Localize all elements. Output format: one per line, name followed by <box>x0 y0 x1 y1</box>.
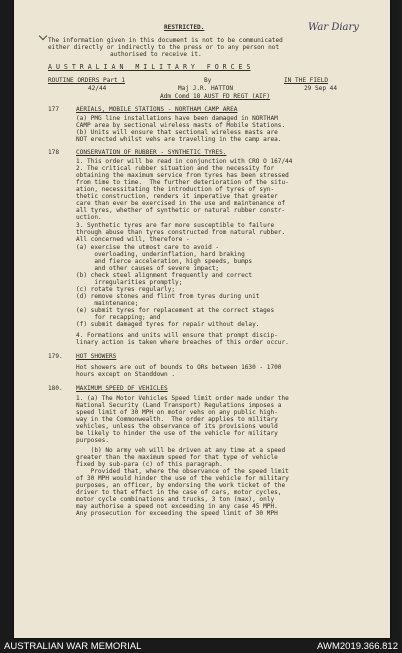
section-number: 178 <box>48 149 60 156</box>
section-line: irregularities promptly; <box>76 279 183 286</box>
section-line: be likely to hinder the use of the vehicle for military <box>76 430 278 437</box>
section-line: (b) Units will ensure that sectional wireless masts are <box>76 129 278 136</box>
section-line: 4. Formations and units will ensure that prompt discip- <box>76 332 278 339</box>
section-line: speed limit of 30 MPH on motor vehs on any public high- <box>76 409 278 416</box>
section-line: (a) exercise the utmost care to avoid - <box>76 244 220 251</box>
section-number: 177 <box>48 106 60 113</box>
order-document <box>14 0 390 638</box>
section-line: greater than the maximum speed for that type of vehicle <box>76 454 278 461</box>
section-line: hours except on Standdown . <box>76 371 176 378</box>
order-number: 42/44 <box>88 85 107 92</box>
section-line: 3. Synthetic tyres are far more susceptible to failure <box>76 222 275 229</box>
section-title: AERIALS, MOBILE STATIONS - NORTHAM CAMP AREA <box>76 106 238 113</box>
section-line: driver to that effect in the case of cars, motor cycles, <box>76 489 282 496</box>
document-page <box>14 0 390 638</box>
section-line: motor cycle combinations and trucks, 3 ton (max), only <box>76 496 275 503</box>
section-line: vehicles, unless the observance of its provisions would <box>76 423 278 430</box>
officer-name: Maj J.R. HATTON <box>178 85 234 92</box>
order-date: 29 Sep 44 <box>304 85 338 92</box>
by-label: By <box>204 77 212 84</box>
tick-mark-icon <box>39 32 47 40</box>
force-heading: A U S T R A L I A N M I L I T A R Y F O R C E S <box>48 63 251 71</box>
section-line: thetic construction, renders it imperative that greater <box>76 193 278 200</box>
section-line: maintenance; <box>76 300 139 307</box>
archive-footer <box>0 640 402 653</box>
section-number: 180. <box>48 385 63 392</box>
section-line: fixed by sub-para (c) of this paragraph. <box>76 461 223 468</box>
handwritten-annotation: War Diary <box>308 22 359 33</box>
section-line: purposes, an officer, by endorsing the work ticket of the <box>76 482 286 489</box>
section-line: (b) No army veh will be driven at any time at a speed <box>76 447 286 454</box>
section-line: 1. This order will be read in conjunction with CRO O 167/44 <box>76 158 293 165</box>
section-line: and other causes of severe impact; <box>76 265 220 272</box>
section-line: Any prosecution for exceeding the speed limit of 30 MPH <box>76 510 278 517</box>
section-line: through abuse than tyres constructed from natural rubber. <box>76 229 286 236</box>
section-line: NOT erected whilst vehs are travelling in the camp area. <box>76 136 282 143</box>
classification-heading: RESTRICTED. <box>164 24 205 31</box>
section-line: may authorise a speed not exceeding in any case 45 MPH. <box>76 503 278 510</box>
section-line: (c) rotate tyres regularly; <box>76 286 176 293</box>
section-line: (d) remove stones and flint from tyres during unit <box>76 293 260 300</box>
section-line: all tyres, whether of synthetic or natural rubber constr- <box>76 207 286 214</box>
section-line: (e) submit tyres for replacement at the correct stages <box>76 307 275 314</box>
notice-line-2: either directly or indirectly to the press or to any person not <box>48 44 280 51</box>
notice-line-1: The information given in this document is not to be communicated <box>48 37 283 44</box>
section-line: purposes. <box>76 437 110 444</box>
section-line: way in the Commonwealth. The order applies to military <box>76 416 278 423</box>
section-line: (f) submit damaged tyres for repair without delay. <box>76 321 260 328</box>
section-line: for recapping; and <box>76 314 161 321</box>
section-line: of 30 MPH would hinder the use of the vehicle for military <box>76 475 289 482</box>
section-line: CAMP area by sectional wireless masts of Mobile Stations. <box>76 122 286 129</box>
section-line: and fierce acceleration, high speeds, bumps <box>76 258 253 265</box>
notice-line-3: authorised to receive it. <box>110 51 202 58</box>
section-line: ation, necessitating the introduction of tyres of syn- <box>76 186 275 193</box>
section-line: (a) PMG line installations have been damaged in NORTHAM <box>76 115 278 122</box>
section-line: 1. (a) The Motor Vehicles Speed limit order made under the <box>76 395 289 402</box>
section-title: CONSERVATION OF RUBBER - SYNTHETIC TYRES. <box>76 149 227 156</box>
section-line: linary action is taken where breaches of this order occur. <box>76 339 289 346</box>
section-line: (b) check steel alignment frequently and correct <box>76 272 253 279</box>
section-line: care than ever be exercised in the use and maintenance of <box>76 200 286 207</box>
section-title: MAXIMUM SPEED OF VEHICLES <box>76 385 168 392</box>
footer-source: AUSTRALIAN WAR MEMORIAL <box>4 641 142 652</box>
section-line: All concerned will, therefore - <box>76 236 190 243</box>
section-line: Provided that, where the observance of the speed limit <box>76 468 289 475</box>
section-number: 179. <box>48 353 63 360</box>
section-line: National Security (Land Transport) Regulations imposes a <box>76 402 282 409</box>
section-line: uction. <box>76 214 102 221</box>
unit-name: Adm Comd 18 AUST FD REGT (AIF) <box>160 93 271 100</box>
location-label: IN THE FIELD <box>284 77 329 84</box>
section-line: Hot showers are out of bounds to ORs between 1630 - 1700 <box>76 364 282 371</box>
section-title: HOT SHOWERS <box>76 353 117 360</box>
section-line: obtaining the maximum service from tyres has been stressed <box>76 172 289 179</box>
section-line: 2. The critical rubber situation and the necessity for <box>76 165 275 172</box>
section-line: overloading, underinflation, hard braking <box>76 251 245 258</box>
footer-accession-number: AWM2019.366.812 <box>317 641 398 652</box>
section-line: from time to time. The further deterioration of the situ- <box>76 179 289 186</box>
routine-orders-label: ROUTINE ORDERS Part 1 <box>48 77 126 84</box>
